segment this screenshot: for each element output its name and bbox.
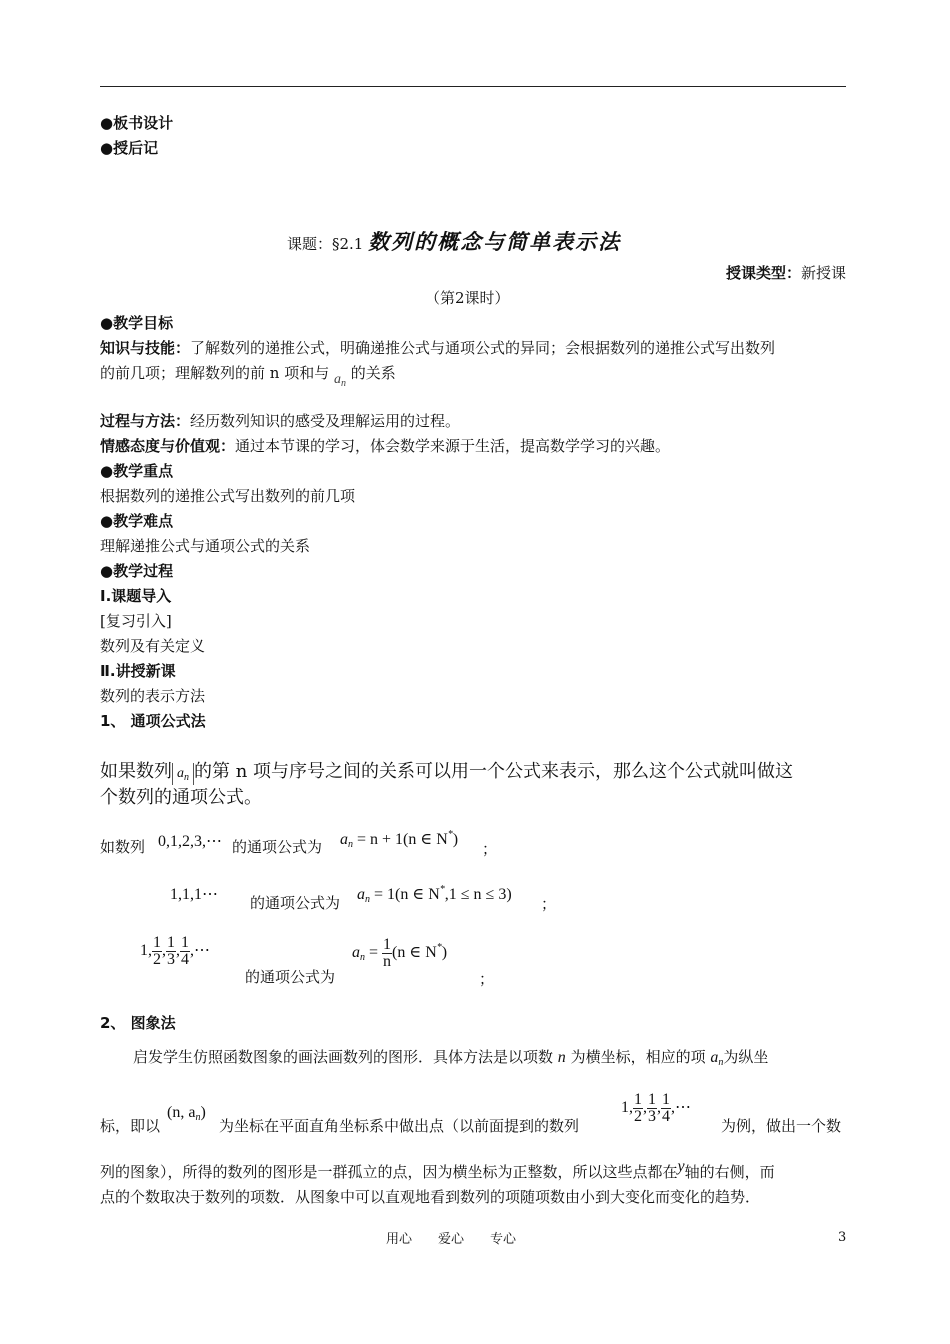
board-design-heading: ●板书设计: [100, 114, 174, 132]
knowledge-label: 知识与技能：: [100, 339, 191, 357]
example-2-formula: $a_n = 1(n$ ∈ N*,1 ≤ n ≤ 3): [357, 884, 512, 905]
graph-paragraph-line-1: [133, 1046, 768, 1068]
graph-text-1a: 启发学生仿照函数图象的画法画数列的图形．具体方法是以项数: [133, 1048, 554, 1066]
header-rule: [100, 86, 846, 87]
coord-pair: (n, $a_n$): [167, 1104, 206, 1123]
knowledge-line-2: [100, 362, 396, 389]
graph-paragraph-line-2-start: 标，即以: [100, 1117, 161, 1135]
example-3-semicolon: ；: [479, 970, 495, 988]
lesson-type-value: 新授课: [800, 264, 846, 282]
difficulty-text: 理解递推公式与通项公式的关系: [100, 537, 311, 555]
title-prefix: 课题：§2.1: [287, 235, 364, 253]
title-main: 数列的概念与简单表示法: [368, 230, 622, 254]
emotion-line: [100, 435, 670, 456]
process-label: 过程与方法：: [100, 412, 191, 430]
graph-paragraph-line-4: 点的个数取决于数列的项数．从图象中可以直观地看到数列的项随项数由小到大变化而变化的趋势．: [100, 1188, 761, 1206]
footer-slogan: 用心 爱心 专心: [386, 1232, 517, 1247]
graph-text-3b: 轴的右侧，而: [684, 1163, 775, 1181]
example-1-sequence: 0,1,2,3,⋯: [158, 833, 222, 850]
after-notes-heading: ●授后记: [100, 139, 159, 157]
definition-line-2: 个数列的通项公式。: [100, 787, 262, 808]
lesson-period: （第2课时）: [425, 289, 510, 307]
example-3-formula: $a_n$ = $\frac{1}{n}$ (n ∈ N*): [352, 936, 448, 970]
example-intro: 如数列: [100, 838, 146, 856]
focus-heading: ●教学重点: [100, 462, 174, 480]
section-1-heading: Ⅰ.课题导入: [100, 587, 172, 605]
an-term: $a_n$: [710, 1049, 724, 1068]
example-2-semicolon: ；: [541, 895, 557, 913]
y-symbol: y: [677, 1158, 685, 1175]
lesson-type-label: 授课类型：: [725, 264, 801, 282]
representation-text: 数列的表示方法: [100, 687, 206, 705]
method-1-heading: 1、 通项公式法: [100, 712, 206, 730]
an-symbol: $a_n$: [333, 372, 346, 389]
knowledge-text-2a: 的前几项；理解数列的前 n 项和与: [100, 364, 330, 382]
section-2-heading: Ⅱ.讲授新课: [100, 662, 176, 680]
review-text: 数列及有关定义: [100, 637, 206, 655]
process-text: 经历数列知识的感受及理解运用的过程。: [190, 412, 461, 430]
definition-text-a: 如果数列: [100, 761, 172, 782]
example-3-label: 的通项公式为: [245, 968, 336, 986]
example-1-semicolon: ；: [482, 840, 498, 858]
graph-sequence: 1, $\frac{1}{2}$ , $\frac{1}{3}$ , $\frac{1}{4}$ ,⋯: [621, 1091, 691, 1125]
emotion-label: 情感态度与价值观：: [100, 437, 236, 455]
graph-paragraph-line-2-mid: 为坐标在平面直角坐标系中做出点（以前面提到的数列: [219, 1117, 580, 1135]
graph-text-1c: 为纵坐: [723, 1048, 769, 1066]
lesson-title: [287, 226, 621, 256]
emotion-text: 通过本节课的学习，体会数学来源于生活，提高数学学习的兴趣。: [235, 437, 671, 455]
example-1: [100, 836, 145, 857]
graph-text-3a: 列的图象），所得的数列的图形是一群孤立的点，因为横坐标为正整数，所以这些点都在: [100, 1163, 678, 1181]
graph-paragraph-line-2-end: 为例，做出一个数: [721, 1117, 842, 1135]
definition-text-b: 的第 n 项与序号之间的关系可以用一个公式来表示，那么这个公式就叫做这: [194, 761, 794, 782]
difficulty-heading: ●教学难点: [100, 512, 174, 530]
knowledge-text-2b: 的关系: [350, 364, 396, 382]
n-symbol: n: [557, 1049, 566, 1066]
process-heading: ●教学过程: [100, 562, 174, 580]
definition-line-1: [100, 757, 793, 785]
review-heading: [复习引入]: [100, 612, 172, 630]
graph-text-1b: 为横坐标，相应的项: [570, 1048, 706, 1066]
goals-heading: ●教学目标: [100, 314, 174, 332]
page-number: 3: [838, 1230, 847, 1245]
lesson-type: [726, 262, 846, 283]
example-3-sequence: 1, $\frac{1}{2}$ , $\frac{1}{3}$ , $\frac{1}{4}$ ,⋯: [140, 934, 210, 968]
knowledge-line-1: [100, 337, 775, 358]
example-1-label: 的通项公式为: [232, 838, 323, 856]
an-brace: $a_n$: [172, 763, 194, 785]
knowledge-text-1: 了解数列的递推公式，明确递推公式与通项公式的异同；会根据数列的递推公式写出数列: [190, 339, 776, 357]
example-1-formula: $a_n = n + 1(n$ ∈ N*): [340, 829, 459, 850]
process-line: [100, 410, 460, 431]
graph-paragraph-line-3: [100, 1158, 775, 1182]
method-2-heading: 2、 图象法: [100, 1014, 176, 1032]
example-2-sequence: 1,1,1⋯: [170, 886, 218, 903]
example-2-label: 的通项公式为: [250, 894, 341, 912]
focus-text: 根据数列的递推公式写出数列的前几项: [100, 487, 356, 505]
